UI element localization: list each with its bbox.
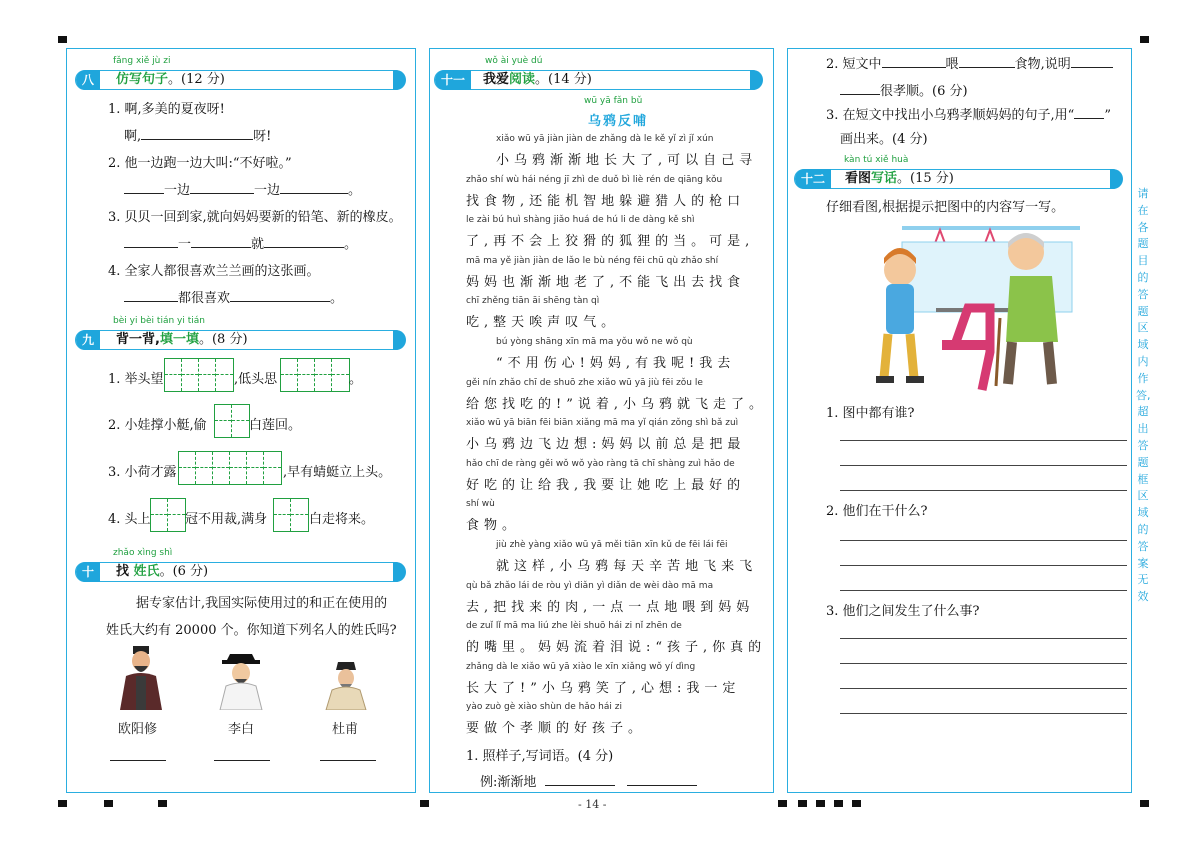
section10-header xyxy=(75,562,405,582)
name-label: 李白 xyxy=(228,722,255,737)
s12-intro: 仔细看图,根据提示把图中的内容写一写。 xyxy=(826,200,1065,215)
story-pinyin-line: xiǎo wū yā biān fēi biān xiǎng mā ma yǐ qián zǒng shì bǎ zuì xyxy=(466,418,739,429)
s11-q1: 1. 照样子,写词语。(4 分) xyxy=(466,749,614,764)
story-pinyin-line: gěi nín zhǎo chī de shuō zhe xiǎo wū yā jiù fēi zǒu le xyxy=(466,377,703,388)
answer-blank[interactable] xyxy=(320,760,376,761)
answer-line[interactable] xyxy=(840,590,1127,591)
tianzi-grid[interactable] xyxy=(273,498,309,532)
answer-blank[interactable] xyxy=(110,760,166,761)
name-label: 杜甫 xyxy=(332,722,359,737)
story-title: 乌鸦反哺 xyxy=(588,114,649,129)
story-pinyin-line: chī zhěng tiān āi shēng tàn qì xyxy=(466,296,600,307)
s10-intro-1: 据专家估计,我国实际使用过的和正在使用的 xyxy=(136,596,388,611)
s9-q3-a: 3. 小荷才露 xyxy=(108,465,177,480)
section10-score: 。(6 分) xyxy=(159,564,209,579)
s8-q1-fill: 啊, 呀! xyxy=(124,129,272,144)
s11-q3-line2: 画出来。(4 分) xyxy=(840,132,928,147)
story-pinyin-line: le zài bú huì shàng jiǎo huá de hú li de dàng kě shì xyxy=(466,215,695,226)
answer-blank[interactable] xyxy=(280,182,348,194)
story-pinyin-line: shí wù xyxy=(466,499,495,510)
answer-blank[interactable] xyxy=(959,56,1015,68)
section11-score: 。(14 分) xyxy=(535,72,592,87)
story-pinyin-line: yào zuò gè xiào shùn de hǎo hái zi xyxy=(466,702,622,713)
section12-header xyxy=(794,169,1122,189)
story-text-line: “不用伤心!妈妈,有我呢!我去 xyxy=(496,356,736,371)
section10-title-a: 找 xyxy=(116,564,130,579)
s9-q1-a: 1. 举头望 xyxy=(108,372,164,387)
answer-line[interactable] xyxy=(840,490,1127,491)
section12-title-b: 写话 xyxy=(871,171,898,186)
section11-pinyin: wǒ ài yuè dú xyxy=(485,56,543,66)
s9-q1-c: 。 xyxy=(349,372,363,387)
answer-line[interactable] xyxy=(840,663,1127,664)
portrait-image xyxy=(218,654,264,710)
s8-q2: 2. 他一边跑一边大叫:“不好啦。” xyxy=(108,156,292,171)
section8-score: 。(12 分) xyxy=(168,72,225,87)
section11-header xyxy=(434,70,762,90)
story-text-line: 了,再不会上狡猾的狐狸的当。可是, xyxy=(466,234,755,250)
portrait-image xyxy=(324,662,368,710)
tianzi-grid[interactable] xyxy=(214,404,250,438)
story-text-line: 小乌鸦渐渐地长大了,可以自己寻 xyxy=(496,153,758,168)
tianzi-grid[interactable] xyxy=(178,451,282,485)
name-label: 欧阳修 xyxy=(118,722,158,737)
story-pinyin-line: mā ma yě jiàn jiàn de lǎo le bù néng fēi chū qù zhǎo shí xyxy=(466,255,719,266)
section10-title-b: 姓氏 xyxy=(133,564,160,579)
answer-blank[interactable] xyxy=(191,236,251,248)
section11-title-b: 阅读 xyxy=(509,72,536,87)
crop-mark xyxy=(834,800,843,807)
header-tab xyxy=(393,330,406,350)
answer-blank[interactable] xyxy=(1074,107,1104,119)
s11-q1-example: 例:渐渐地 xyxy=(480,771,697,790)
page-number: - 14 - xyxy=(578,798,607,811)
story-text-line: 好吃的让给我,我要让她吃上最好的 xyxy=(466,477,746,493)
answer-blank[interactable] xyxy=(124,236,178,248)
story-text-line: 给您找吃的!”说着,小乌鸦就飞走了。 xyxy=(466,396,768,412)
story-text-line: 去,把找来的肉,一点一点地喂到妈妈 xyxy=(466,599,755,615)
story-pinyin-line: bú yòng shāng xīn mā ma yǒu wǒ ne wǒ qù xyxy=(496,337,693,347)
s11-q2-line1: 2. 短文中 喂 食物,说明 xyxy=(826,53,1113,72)
s8-q4-fill: 都很喜欢 。 xyxy=(124,287,343,306)
crop-mark xyxy=(852,800,861,807)
s11-q2-line2: 很孝顺。(6 分) xyxy=(840,80,968,99)
story-text-line: 就这样,小乌鸦每天辛苦地飞来飞 xyxy=(496,559,758,574)
story-title-pinyin: wū yā fǎn bǔ xyxy=(584,96,643,106)
tianzi-grid[interactable] xyxy=(150,498,186,532)
side-note: 请在各题目的答题区域内作答,超出答题框区域的答案无效 xyxy=(1136,187,1151,604)
s8-q3-fill: 一 就 。 xyxy=(124,233,357,252)
tianzi-grid[interactable] xyxy=(280,358,350,392)
story-pinyin-line: de zuǐ lǐ mā ma liú zhe lèi shuō hái zi nǐ zhēn de xyxy=(466,621,682,632)
story-pinyin-line: zhǎo shí wù hái néng jī zhì de duǒ bì liè rén de qiāng kǒu xyxy=(466,174,723,185)
answer-blank[interactable] xyxy=(230,290,330,302)
answer-blank[interactable] xyxy=(214,760,270,761)
answer-blank[interactable] xyxy=(1071,56,1113,68)
section9-title-b: 填一填 xyxy=(159,332,199,347)
crop-mark xyxy=(798,800,807,807)
story-text-line: 的嘴里。妈妈流着泪说:“孩子,你真的 xyxy=(466,640,767,656)
section8-title: 仿写句子 xyxy=(116,72,169,87)
header-tab xyxy=(393,70,406,90)
answer-blank[interactable] xyxy=(141,128,253,140)
answer-blank[interactable] xyxy=(627,774,697,786)
answer-blank[interactable] xyxy=(882,56,946,68)
crop-mark xyxy=(104,800,113,807)
answer-blank[interactable] xyxy=(545,774,615,786)
section10-number: 十 xyxy=(76,562,100,582)
s9-q4-a: 4. 头上 xyxy=(108,512,151,527)
section9-number: 九 xyxy=(76,330,100,350)
answer-line[interactable] xyxy=(840,440,1127,441)
story-text-line: 吃,整天唉声叹气。 xyxy=(466,315,620,331)
section11-number: 十一 xyxy=(435,70,471,90)
crop-mark xyxy=(778,800,787,807)
crop-mark xyxy=(816,800,825,807)
header-tab xyxy=(750,70,763,90)
s8-q4: 4. 全家人都很喜欢兰兰画的这张画。 xyxy=(108,264,320,279)
section12-pinyin: kàn tú xiě huà xyxy=(844,155,909,165)
answer-line[interactable] xyxy=(840,540,1127,541)
s11-q3-line1: 3. 在短文中找出小乌鸦孝顺妈妈的句子,用“ ” xyxy=(826,108,1111,123)
answer-blank[interactable] xyxy=(264,236,344,248)
s9-q4-b: 冠不用裁,满身 xyxy=(185,512,268,527)
header-tab xyxy=(1110,169,1123,189)
story-pinyin-line: qù bǎ zhǎo lái de ròu yì diǎn yì diǎn de wèi dào mā ma xyxy=(466,580,714,591)
s9-q2-b: 白莲回。 xyxy=(249,418,302,433)
s12-q3: 3. 他们之间发生了什么事? xyxy=(826,604,980,619)
s8-q3: 3. 贝贝一回到家,就向妈妈要新的铅笔、新的橡皮。 xyxy=(108,210,402,225)
s10-intro-2: 姓氏大约有 20000 个。你知道下列名人的姓氏吗? xyxy=(106,623,397,638)
s9-q4-c: 白走将来。 xyxy=(309,512,375,527)
section10-pinyin: zhǎo xìng shì xyxy=(113,548,173,558)
s12-q2: 2. 他们在干什么? xyxy=(826,504,928,519)
section12-title-a: 看图 xyxy=(845,171,872,186)
story-pinyin-line: hǎo chī de ràng gěi wǒ wǒ yào ràng tā chī shàng zuì hǎo de xyxy=(466,458,735,469)
crop-mark xyxy=(58,800,67,807)
portrait-image xyxy=(116,646,166,710)
story-text-line: 长大了!”小乌鸦笑了,心想:我一定 xyxy=(466,680,741,696)
story-pinyin-line: jiù zhè yàng xiǎo wū yā měi tiān xīn kǔ de fēi lái fēi xyxy=(496,540,728,550)
story-pinyin-line: zhǎng dà le xiǎo wū yā xiào le xīn xiǎng wǒ yí dìng xyxy=(466,661,696,672)
section9-score: 。(8 分) xyxy=(198,332,248,347)
section9-pinyin: bèi yi bèi tián yi tián xyxy=(113,316,205,326)
story-text-line: 食物。 xyxy=(466,518,521,534)
story-text-line: 小乌鸦边飞边想:妈妈以前总是把最 xyxy=(466,437,746,453)
story-pinyin-line: xiǎo wū yā jiàn jiàn de zhǎng dà le kě yǐ zì jǐ xún xyxy=(496,134,714,144)
section11-title-a: 我爱 xyxy=(483,72,510,87)
tianzi-grid[interactable] xyxy=(164,358,234,392)
answer-line[interactable] xyxy=(840,638,1127,639)
answer-blank[interactable] xyxy=(124,182,164,194)
s8-q2-fill: 一边 一边 。 xyxy=(124,179,361,198)
section9-header xyxy=(75,330,405,350)
section9-title-a: 背一背, xyxy=(116,332,160,347)
s9-q2-a: 2. 小娃撑小艇,偷 xyxy=(108,418,207,433)
answer-blank[interactable] xyxy=(124,290,178,302)
section12-number: 十二 xyxy=(795,169,831,189)
crop-mark xyxy=(58,36,67,43)
story-text-line: 找食物,还能机智地躲避猎人的枪口 xyxy=(466,193,746,209)
section8-pinyin: fǎng xiě jù zi xyxy=(113,56,171,66)
section12-score: 。(15 分) xyxy=(897,171,954,186)
scene-illustration xyxy=(872,222,1082,392)
crop-mark xyxy=(420,800,429,807)
s12-q1: 1. 图中都有谁? xyxy=(826,406,915,421)
answer-blank[interactable] xyxy=(840,83,880,95)
crop-mark xyxy=(1140,800,1149,807)
answer-blank[interactable] xyxy=(190,182,254,194)
answer-line[interactable] xyxy=(840,565,1127,566)
s9-q1-b: ,低头思 xyxy=(234,372,278,387)
crop-mark xyxy=(158,800,167,807)
story-text-line: 要做个孝顺的好孩子。 xyxy=(466,721,647,737)
header-tab xyxy=(393,562,406,582)
s8-q1: 1. 啊,多美的夏夜呀! xyxy=(108,102,225,117)
section8-header xyxy=(75,70,405,90)
answer-line[interactable] xyxy=(840,465,1127,466)
story-text-line: 妈妈也渐渐地老了,不能飞出去找食 xyxy=(466,274,746,290)
crop-mark xyxy=(1140,36,1149,43)
s9-q3-b: ,早有蜻蜓立上头。 xyxy=(283,465,392,480)
section8-number: 八 xyxy=(76,70,100,90)
answer-line[interactable] xyxy=(840,688,1127,689)
answer-line[interactable] xyxy=(840,713,1127,714)
